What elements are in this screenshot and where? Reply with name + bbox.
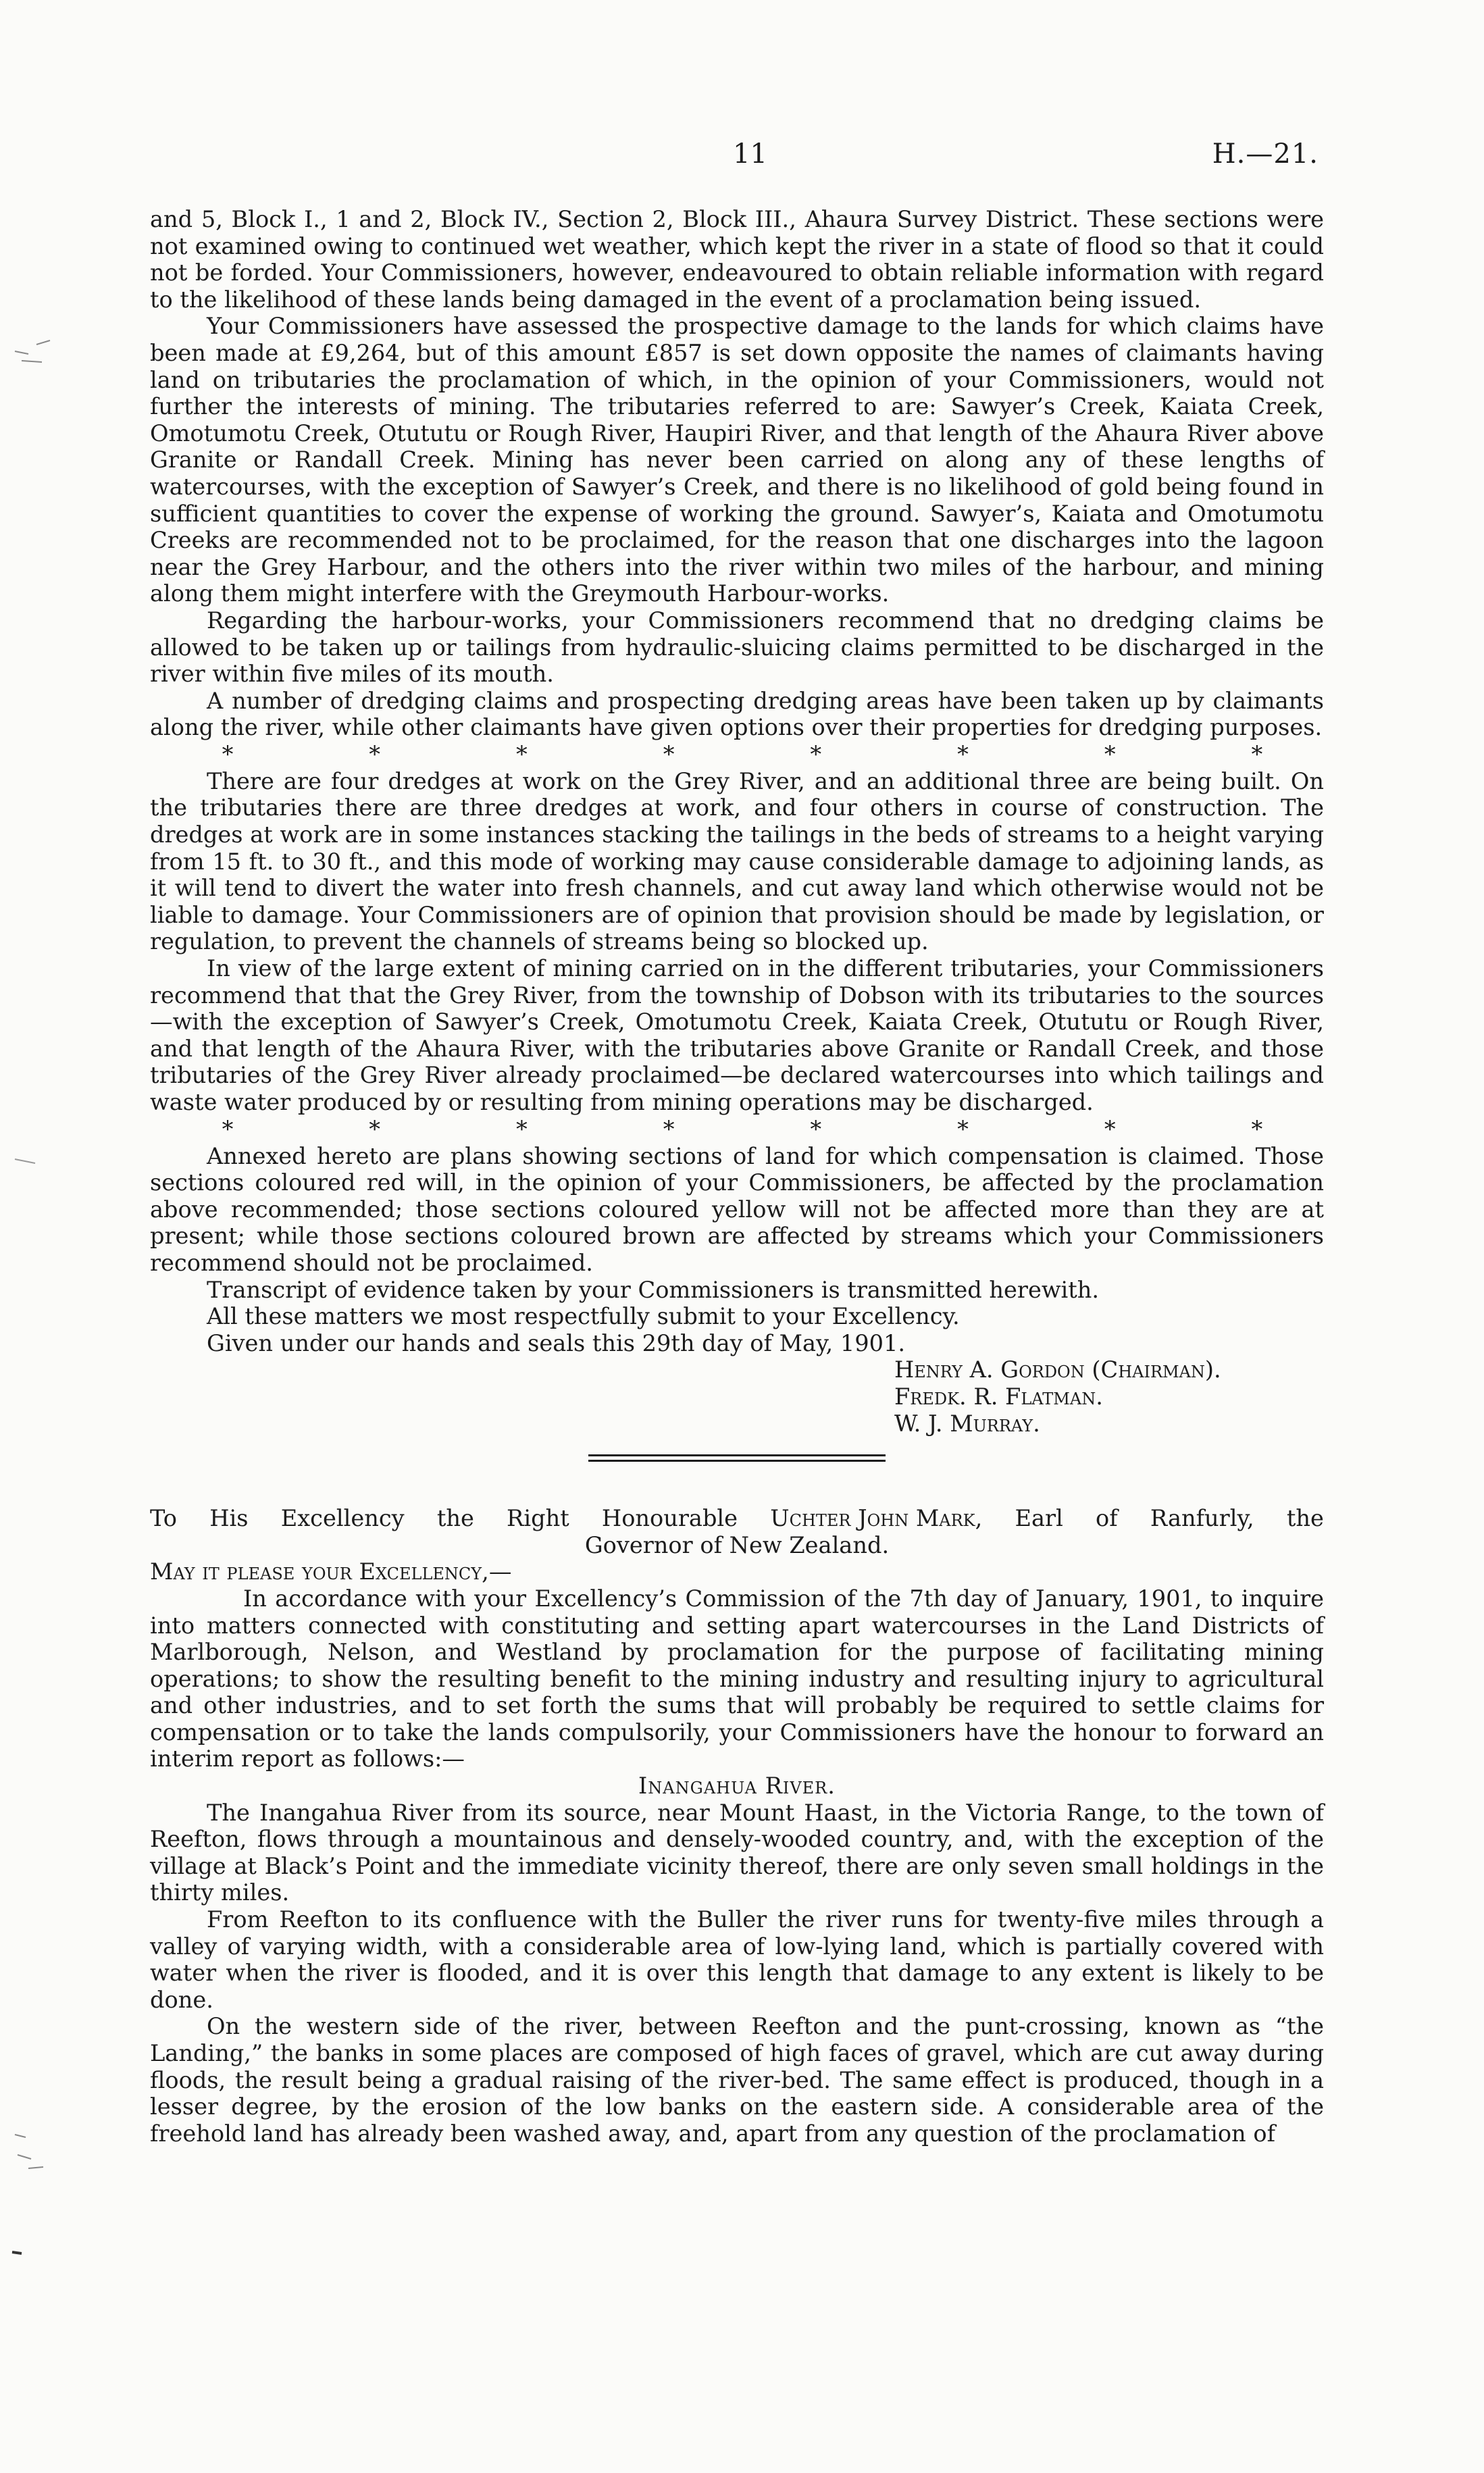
star-mark: *	[1251, 1115, 1263, 1142]
addressee-word: of	[1096, 1505, 1118, 1532]
scan-mark-icon	[8, 2128, 62, 2182]
paragraph: The Inangahua River from its source, near Mount Haast, in the Victoria Range, to the town of Reefton, flows through a mountainous and densely-wooded country, and, with the exception of the village at Black’s Point and the immediate vicinity thereof, there are only seven small holdings in the thirty miles.	[150, 1799, 1324, 1906]
signatory: Fredk. R. Flatman.	[894, 1383, 1103, 1410]
rule-line	[588, 1460, 886, 1462]
paragraph: Your Commissioners have assessed the prospective damage to the lands for which claims have been made at £9,264, but of this amount £857 is set down opposite the names of claimants having land on tributaries the proclamation of which, in the opinion of your Commissioners, would not further the interests of mining. The tributaries referred to are: Sawyer’s Creek, Kaiata Creek, Omotumotu Creek, Otututu or Rough River, Haupiri River, and that length of the Ahaura River above Granite or Randall Creek. Mining has never been carried on along any of these lengths of watercourses, with the exception of Sawyer’s Creek, and there is no likelihood of gold being found in sufficient quantities to cover the expense of working the ground. Sawyer’s, Kaiata and Omotumotu Creeks are recommended not to be proclaimed, for the reason that one discharges into the lagoon near the Grey Harbour, and the others into the river within two miles of the harbour, and mining along them might interfere with the Greymouth Harbour-works.	[150, 313, 1324, 607]
salutation: May it please your Excellency,—	[150, 1558, 512, 1585]
star-mark: *	[1251, 740, 1263, 767]
paragraph: There are four dredges at work on the Grey River, and an additional three are being built. On the tributaries there are three dredges at work, and four others in course of construction. The dredges at work are in some instances stacking the tailings in the beds of streams to a height varying from 15 ft. to 30 ft., and this mode of working may cause considerable damage to adjoining lands, as it will tend to divert the water into fresh channels, and cut away land which otherwise would not be liable to damage. Your Commissioners are of opinion that provision should be made by legislation, or regulation, to prevent the channels of streams being so blocked up.	[150, 767, 1324, 955]
paragraph: In accordance with your Excellency’s Commission of the 7th day of January, 1901, to inquire into matters connected with constituting and setting apart watercourses in the Land Districts of Marlborough, Nelson, and Westland by proclamation for the purpose of facilitating mining operations; to show the resulting benefit to the mining industry and resulting injury to agricultural and other industries, and to set forth the sums that will probably be required to settle claims for compensation or to take the lands compulsorily, your Commissioners have the honour to forward an interim report as follows:—	[150, 1585, 1324, 1773]
signature-block	[894, 1356, 1324, 1437]
paragraph: Given under our hands and seals this 29th day of May, 1901.	[207, 1329, 906, 1356]
document-reference: H.—21.	[1212, 138, 1319, 170]
paragraph: Transcript of evidence taken by your Commissioners is transmitted herewith.	[207, 1276, 1100, 1303]
star-mark: *	[957, 740, 969, 767]
paragraph: and 5, Block I., 1 and 2, Block IV., Section 2, Block III., Ahaura Survey District. These sections were not examined owing to continued wet weather, which kept the river in a state of flood so that it could not be forded. Your Commissioners, however, endeavoured to obtain reliable information with regard to the likelihood of these lands being damaged in the event of a proclamation being issued.	[150, 206, 1324, 313]
star-mark: *	[957, 1115, 969, 1142]
scan-mark-icon	[8, 331, 62, 372]
addressee-line	[150, 1505, 1324, 1532]
star-mark: *	[663, 740, 675, 767]
scan-mark-icon	[8, 2243, 35, 2263]
addressee-name: Uchter John Mark,	[770, 1505, 983, 1532]
section-break	[150, 1116, 1324, 1143]
page-number: 11	[733, 138, 767, 170]
signatory: W. J. Murray.	[894, 1410, 1040, 1437]
report-body	[150, 206, 1324, 2147]
addressee-word: Excellency	[280, 1505, 405, 1532]
rule-line	[588, 1454, 886, 1456]
star-mark: *	[1104, 1115, 1116, 1142]
addressee-word: His	[209, 1505, 249, 1532]
star-mark: *	[369, 740, 381, 767]
addressee-word: the	[1286, 1505, 1324, 1532]
paragraph: On the western side of the river, between Reefton and the punt-crossing, known as “the Landing,” the banks in some places are composed of high faces of gravel, which are cut away during floods, the result being a gradual raising of the river-bed. The same effect is produced, though in a lesser degree, by the erosion of the low banks on the eastern side. A considerable area of the freehold land has already been washed away, and, apart from any question of the proclamation of	[150, 2013, 1324, 2147]
page-header	[0, 138, 1484, 179]
addressee-word: Earl	[1015, 1505, 1063, 1532]
scan-mark-icon	[8, 1148, 62, 1175]
star-mark: *	[516, 1115, 528, 1142]
double-rule-divider	[588, 1454, 886, 1462]
paragraph: A number of dredging claims and prospecting dredging areas have been taken up by claimants along the river, while other claimants have given options over their properties for dredging purposes.	[150, 687, 1324, 741]
addressee-word: Honourable	[601, 1505, 738, 1532]
addressee-word: Right	[507, 1505, 569, 1532]
star-mark: *	[810, 1115, 822, 1142]
addressee-word: To	[150, 1505, 178, 1532]
section-heading: Inangahua River.	[638, 1773, 836, 1800]
star-mark: *	[222, 740, 234, 767]
paragraph: From Reefton to its confluence with the Buller the river runs for twenty-five miles through a valley of varying width, with a considerable area of low-lying land, which is partially covered with water when the river is flooded, and it is over this length that damage to any extent is likely to be done.	[150, 1906, 1324, 2013]
star-mark: *	[369, 1115, 381, 1142]
paragraph: All these matters we most respectfully submit to your Excellency.	[207, 1303, 960, 1330]
addressee-title: Governor of New Zealand.	[584, 1531, 890, 1558]
addressee-word: the	[436, 1505, 474, 1532]
star-mark: *	[1104, 740, 1116, 767]
section-break	[150, 741, 1324, 768]
star-mark: *	[663, 1115, 675, 1142]
paragraph: Regarding the harbour-works, your Commissioners recommend that no dredging claims be allowed to be taken up or tailings from hydraulic-sluicing claims permitted to be discharged in the river within five miles of its mouth.	[150, 607, 1324, 688]
signatory-chairman: Henry A. Gordon (Chairman).	[894, 1356, 1221, 1383]
star-mark: *	[810, 740, 822, 767]
paragraph: Annexed hereto are plans showing sections of land for which compensation is claimed. Those sections coloured red will, in the opinion of your Commissioners, be affected by the proclamation above recommended; those sections coloured yellow will not be affected more than they are at present; while those sections coloured brown are affected by streams which your Commissioners recommend should not be proclaimed.	[150, 1142, 1324, 1276]
addressee-block	[150, 1505, 1324, 1558]
star-mark: *	[516, 740, 528, 767]
star-mark: *	[222, 1115, 234, 1142]
addressee-word: Ranfurly,	[1150, 1505, 1254, 1532]
paragraph: In view of the large extent of mining carried on in the different tributaries, your Commissioners recommend that that the Grey River, from the township of Dobson with its tributaries to the sources—with the exception of Sawyer’s Creek, Omotumotu Creek, Kaiata Creek, Otututu or Rough River, and that length of the Ahaura River, with the tributaries above Granite or Randall Creek, and those tributaries of the Grey River already proclaimed—be declared watercourses into which tailings and waste water produced by or resulting from mining operations may be discharged.	[150, 955, 1324, 1115]
